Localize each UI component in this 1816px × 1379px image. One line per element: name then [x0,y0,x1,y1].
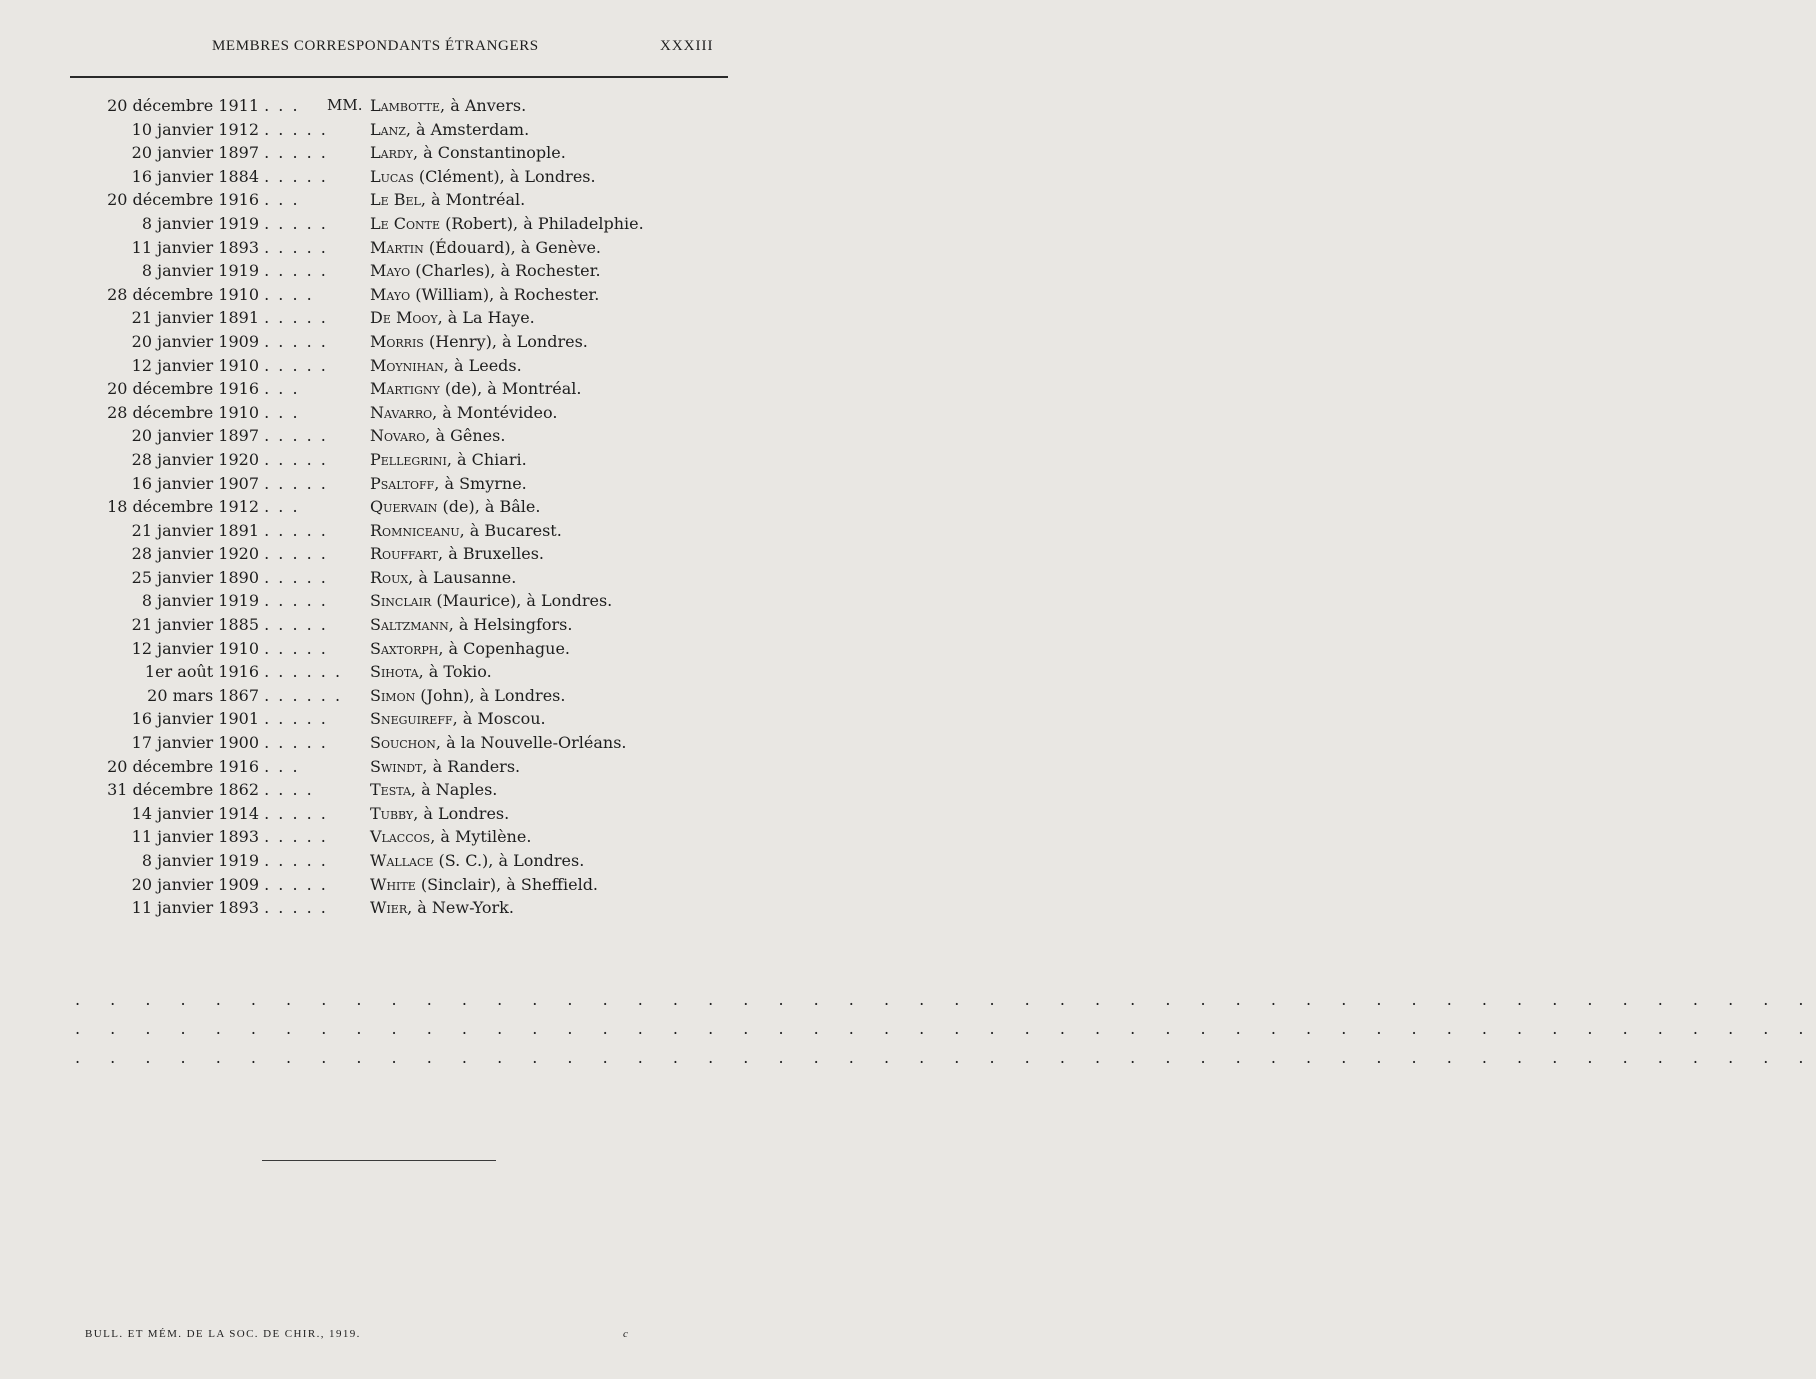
member-details: , à Chiari. [446,449,527,469]
footer-rule [262,1160,496,1161]
member-surname: Psaltoff [370,473,435,493]
date-text: 11 janvier 1893 [131,237,259,257]
dot-leader: . . . . . [264,544,328,564]
date-text: 28 décembre 1910 [107,284,259,304]
member-details: , à Constantinople. [412,143,566,163]
member-surname: White [370,874,416,894]
member-details: , à Naples. [410,780,498,800]
list-item [0,356,800,380]
dot-leader: . . . . . [264,874,328,894]
member-surname: Martigny [370,379,440,399]
election-date [0,662,343,682]
list-item [0,474,800,498]
list-item [0,379,800,403]
election-date [0,403,320,422]
election-date [0,827,328,847]
dot-leader: . . . . . [264,615,328,635]
election-date [0,308,328,328]
member-name [370,662,492,681]
member-name [370,261,601,280]
date-text: 31 décembre 1862 [107,780,259,800]
dot-leader: . . . . . [264,331,328,351]
dot-row: . . . . . . . . . . . . . . . . . . . . . . . . . . . . . . . . . . . . . . . . . . . . . . . . . . [75,1048,1816,1067]
list-item [0,143,800,167]
header-title: MEMBRES CORRESPONDANTS ÉTRANGERS [212,38,539,54]
member-surname: Novaro [370,426,426,446]
member-name [370,403,557,422]
dot-leader: . . . [264,96,300,115]
header-rule [70,76,728,78]
election-date [0,898,328,918]
election-date [0,497,320,516]
member-details: , à New-York. [407,898,514,918]
member-name [370,474,527,493]
dot-leader: . . . . . [264,709,328,729]
list-item [0,615,800,639]
signature-mark: c [623,1328,630,1340]
member-surname: Wier [370,898,408,918]
member-details: , à Londres. [413,803,510,823]
date-text: 20 janvier 1909 [131,874,259,894]
dot-leader: . . . . . [264,733,328,753]
member-surname: Le Bel [370,190,421,210]
list-item [0,285,800,309]
member-details: (de), à Montréal. [439,379,582,399]
member-list [0,96,800,922]
date-text: 10 janvier 1912 [131,119,259,139]
member-name [370,214,644,233]
date-text: 20 janvier 1909 [131,331,259,351]
date-text: 16 janvier 1884 [131,166,259,186]
date-text: 20 décembre 1911 [107,96,259,115]
list-item [0,827,800,851]
dot-leader: . . . . . [264,119,328,139]
date-text: 20 mars 1867 [147,685,259,705]
member-details: (Édouard), à Genève. [423,237,602,257]
dot-leader: . . . . . . [264,685,343,705]
member-surname: Saltzmann [370,615,449,635]
election-date [0,449,328,469]
list-item [0,308,800,332]
election-date [0,355,328,375]
member-name [370,591,612,610]
dot-leader: . . . . . [264,851,328,870]
member-name [370,238,601,257]
election-date [0,166,328,186]
member-name [370,190,525,209]
member-name [370,875,598,894]
date-text: 28 janvier 1920 [131,544,259,564]
member-name [370,308,535,327]
election-date [0,119,328,139]
dot-leader: . . . . . [264,213,328,233]
list-item [0,497,800,521]
member-details: , à la Nouvelle-Orléans. [435,733,627,753]
member-details: , à Tokio. [418,662,492,682]
member-surname: Swindt [370,756,423,776]
dot-leader: . . . . [264,780,314,800]
list-item [0,426,800,450]
list-item [0,261,800,285]
list-item [0,662,800,686]
election-date [0,733,328,753]
date-text: 12 janvier 1910 [131,355,259,375]
date-text: 11 janvier 1893 [131,898,259,918]
date-text: 8 janvier 1919 [141,851,259,870]
member-surname: Romniceanu [370,520,460,540]
member-name [370,827,531,846]
member-name [370,96,526,115]
list-item [0,403,800,427]
member-details: (Charles), à Rochester. [410,261,601,281]
list-item [0,733,800,757]
dot-leader: . . . . . [264,261,328,281]
member-details: , à Montévideo. [432,402,558,422]
list-item [0,780,800,804]
dot-leader: . . . . . [264,449,328,469]
election-date [0,851,328,870]
member-surname: Morris [370,331,424,351]
member-details: (S. C.), à Londres. [433,851,585,870]
member-details: , à La Haye. [437,308,535,328]
member-details: , à Moscou. [452,709,546,729]
member-name [370,167,596,186]
election-date [0,285,320,304]
member-surname: Martin [370,237,424,257]
member-surname: De Mooy [370,308,438,328]
dot-row: . . . . . . . . . . . . . . . . . . . . . . . . . . . . . . . . . . . . . . . . . . . . . . . . . . [75,1019,1816,1038]
date-text: 20 janvier 1897 [131,143,259,163]
member-details: (Sinclair), à Sheffield. [415,874,599,894]
election-date [0,803,328,823]
dot-leader: . . . . . [264,237,328,257]
dot-leader: . . . . . [264,898,328,918]
election-date [0,379,320,398]
member-details: , à Bruxelles. [438,544,545,564]
election-date [0,96,320,115]
date-text: 25 janvier 1890 [131,567,259,587]
member-surname: Tubby [370,803,414,823]
date-text: 8 janvier 1919 [141,213,259,233]
member-surname: Lucas [370,166,414,186]
election-date [0,709,328,729]
dot-leader: . . . . . [264,308,328,328]
member-details: , à Bucarest. [459,520,562,540]
election-date [0,331,328,351]
member-name [370,497,540,516]
list-item [0,521,800,545]
member-details: , à Anvers. [440,96,527,115]
member-name [370,733,627,752]
election-date [0,591,328,611]
member-details: (William), à Rochester. [410,284,600,304]
member-name [370,615,572,634]
member-surname: Lanz [370,119,406,139]
member-name [370,686,565,705]
date-text: 8 janvier 1919 [141,591,259,611]
member-details: (John), à Londres. [415,685,566,705]
member-details: (Clément), à Londres. [413,166,596,186]
date-text: 20 décembre 1916 [107,190,259,210]
member-name [370,332,588,351]
list-item [0,190,800,214]
dot-leader: . . . . . [264,638,328,658]
member-surname: Souchon [370,733,436,753]
election-date [0,544,328,564]
election-date [0,143,328,163]
page-number: XXXIII [660,38,714,54]
date-text: 28 janvier 1920 [131,449,259,469]
list-item [0,96,800,120]
list-item [0,214,800,238]
member-details: , à Lausanne. [408,567,517,587]
member-name [370,709,546,728]
list-item [0,238,800,262]
member-name [370,898,514,917]
date-text: 1er août 1916 [144,662,259,682]
date-text: 12 janvier 1910 [131,638,259,658]
date-text: 18 décembre 1912 [107,497,259,517]
member-surname: Le Conte [370,213,440,233]
election-date [0,567,328,587]
member-details: (de), à Bâle. [437,497,541,517]
member-surname: Lardy [370,143,413,163]
member-details: , à Smyrne. [434,473,527,493]
list-item [0,591,800,615]
list-item [0,804,800,828]
member-name [370,120,529,139]
dot-leader: . . . [264,497,300,517]
dot-leader: . . . . . [264,591,328,611]
date-text: 11 janvier 1893 [131,827,259,847]
election-date [0,426,328,446]
member-name [370,521,562,540]
list-item [0,851,800,875]
running-header [0,38,800,62]
election-date [0,473,328,493]
member-surname: Roux [370,567,409,587]
list-item [0,120,800,144]
list-item [0,898,800,922]
member-name [370,379,581,398]
date-text: 8 janvier 1919 [141,261,259,281]
election-date [0,237,328,257]
member-details: , à Leeds. [443,355,522,375]
dot-leader: . . . . . [264,567,328,587]
member-surname: Testa [370,780,411,800]
dot-leader: . . . . . [264,827,328,847]
dot-leader: . . . [264,379,300,399]
member-name [370,143,566,162]
date-text: 17 janvier 1900 [131,733,259,753]
member-details: , à Randers. [422,756,521,776]
dot-leader: . . . . . [264,473,328,493]
list-item [0,332,800,356]
member-details: , à Copenhague. [438,638,571,658]
list-item [0,757,800,781]
member-name [370,356,522,375]
member-name [370,804,509,823]
date-text: 28 décembre 1910 [107,402,259,422]
member-details: (Maurice), à Londres. [431,591,613,611]
member-details: (Robert), à Philadelphie. [440,213,644,233]
mm-label: MM. [327,96,363,114]
election-date [0,685,343,705]
member-name [370,568,516,587]
member-surname: Sihota [370,662,419,682]
member-surname: Moynihan [370,355,444,375]
date-text: 21 janvier 1891 [131,308,259,328]
dot-leader: . . . [264,402,300,422]
date-text: 21 janvier 1891 [131,520,259,540]
election-date [0,757,320,776]
member-details: , à Mytilène. [430,827,532,847]
list-item [0,544,800,568]
election-date [0,520,328,540]
dot-leader: . . . . . [264,426,328,446]
member-details: (Henry), à Londres. [423,331,588,351]
member-surname: Lambotte [370,96,441,115]
dot-leader: . . . . . [264,803,328,823]
date-text: 21 janvier 1885 [131,615,259,635]
member-surname: Sinclair [370,591,432,611]
member-name [370,544,544,563]
list-item [0,450,800,474]
member-name [370,757,520,776]
election-date [0,874,328,894]
list-item [0,686,800,710]
member-surname: Wallace [370,851,434,870]
member-surname: Vlaccos [370,827,431,847]
member-surname: Sneguireff [370,709,453,729]
dot-leader: . . . [264,190,300,210]
member-name [370,639,570,658]
member-details: , à Helsingfors. [448,615,573,635]
list-item [0,568,800,592]
dot-row: . . . . . . . . . . . . . . . . . . . . . . . . . . . . . . . . . . . . . . . . . . . . . . . . . . [75,990,1816,1009]
member-surname: Navarro [370,402,433,422]
date-text: 20 janvier 1897 [131,426,259,446]
dot-leader: . . . . . [264,166,328,186]
dot-leader: . . . [264,756,300,776]
list-item [0,709,800,733]
member-name [370,851,584,870]
election-date [0,638,328,658]
member-details: , à Amsterdam. [405,119,530,139]
election-date [0,190,320,209]
date-text: 20 décembre 1916 [107,756,259,776]
list-item [0,639,800,663]
member-surname: Mayo [370,284,411,304]
list-item [0,167,800,191]
footer-citation: BULL. ET MÉM. DE LA SOC. DE CHIR., 1919. [85,1328,361,1340]
election-date [0,213,328,233]
member-surname: Quervain [370,497,438,517]
list-item [0,875,800,899]
election-date [0,615,328,635]
member-details: , à Gênes. [425,426,506,446]
dot-leader: . . . . [264,284,314,304]
member-details: , à Montréal. [420,190,526,210]
dot-leader: . . . . . [264,355,328,375]
dot-leader: . . . . . [264,143,328,163]
date-text: 20 décembre 1916 [107,379,259,399]
election-date [0,780,320,799]
date-text: 16 janvier 1901 [131,709,259,729]
date-text: 14 janvier 1914 [131,803,259,823]
member-surname: Pellegrini [370,449,447,469]
member-name [370,426,505,445]
member-surname: Rouffart [370,544,439,564]
member-name [370,780,497,799]
dot-leader: . . . . . . [264,662,343,682]
member-name [370,450,527,469]
member-surname: Simon [370,685,416,705]
member-name [370,285,599,304]
footer [85,1328,630,1340]
member-surname: Mayo [370,261,411,281]
election-date [0,261,328,281]
date-text: 16 janvier 1907 [131,473,259,493]
member-surname: Saxtorph [370,638,439,658]
dot-leader: . . . . . [264,520,328,540]
